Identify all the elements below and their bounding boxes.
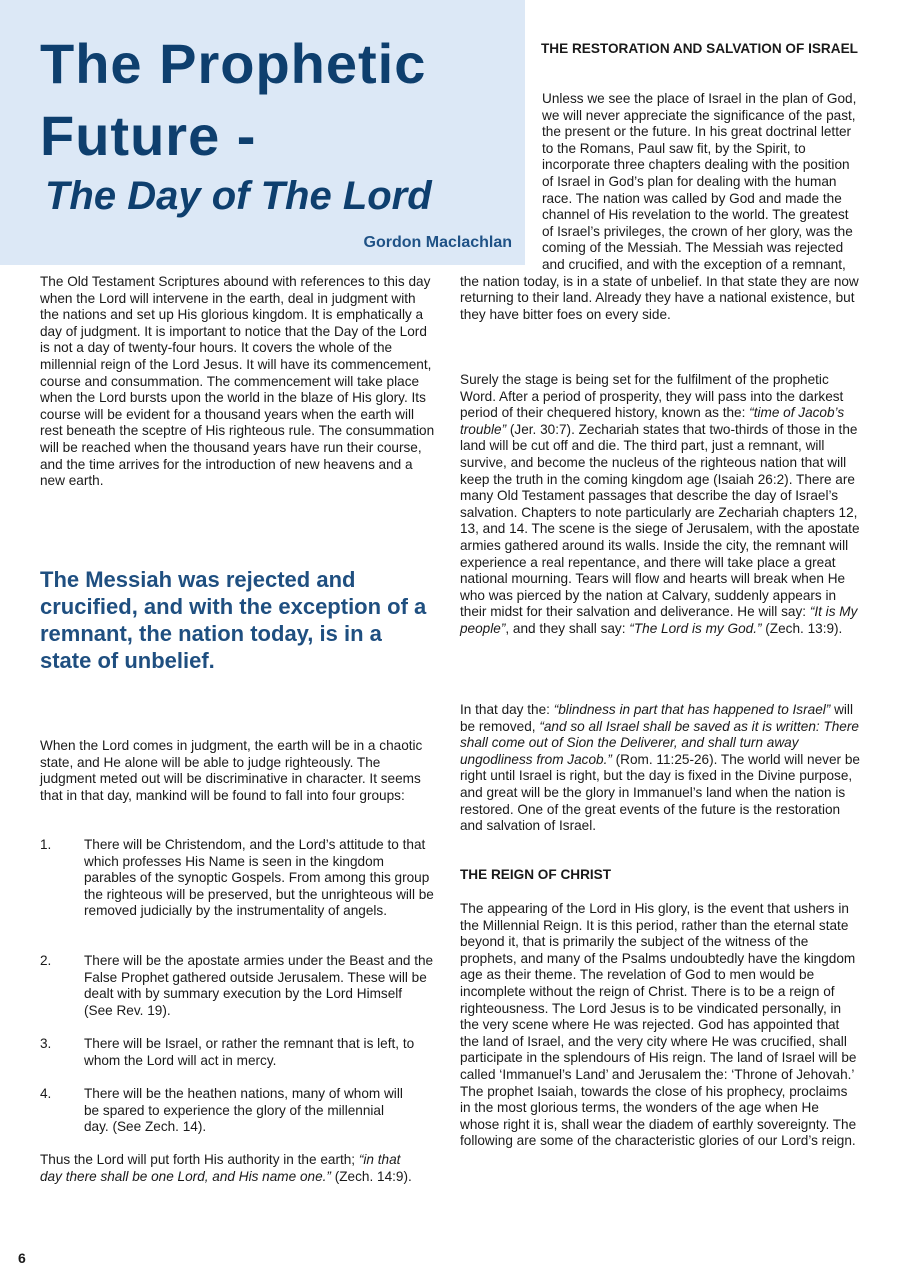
- restoration-paragraph-2: Surely the stage is being set for the fulfilment of the prophetic Word. After a period of prosperity, they will pass into the darkest period of their chequered history, known as the: “time of Jacob’s trouble” (Jer. 30:7). Zechariah states that two-thirds of those in the land will be cut off and die. The third part, just a remnant, will survive, and become the nucleus of the righteous nation that will keep the truth in the coming kingdom age (Isaiah 26:2). There are many Old Testament passages that describe the day of Israel’s salvation. Chapters to note particularly are Zechariah chapters 12, 13, and 14. The scene is the siege of Jerusalem, with the apostate armies gathered around its walls. Inside the city, the remnant will experience a real repentance, and there will take place a great national mourning. Tears will flow and hearts will break when He who was pierced by the nation at Calvary, suddenly appears in their midst for their salvation and deliverance. He will say: “It is My people”, and they shall say: “The Lord is my God.” (Zech. 13:9).: [460, 372, 860, 636]
- reign-paragraph: The appearing of the Lord in His glory, is the event that ushers in the Millennial Reign. It is this period, rather than the eternal state beyond it, that is primarily the subject of the witness of the prophets, and many of the Psalms undoubtedly have the kingdom age as their theme. The revelation of God to men would be incomplete without the reign of Christ. There is to be a reign of righteousness. The Lord Jesus is to be vindicated personally, in the very scene where He was rejected. God has appointed that the land of Israel, and the very city where He was crucified, shall participate in the splendours of His reign. The land of Israel will be called ‘Immanuel’s Land’ and Jerusalem the: ‘Throne of Jehovah.’ The prophet Isaiah, towards the close of his prophecy, proclaims in the most glorious terms, the wonders of the age when He whose right it is, shall wear the diadem of earthly sovereignty. The following are some of the characteristic glories of our Lord’s reign.: [460, 901, 857, 1149]
- group-text: There will be the apostate armies under the Beast and the False Prophet gathered outside Jerusalem. These will be dealt with by summary execution by the Lord Himself (See Rev. 19).: [84, 953, 434, 1018]
- group-number: 3.: [40, 1036, 52, 1051]
- title-line-2: Future -: [40, 104, 257, 167]
- subtitle: The Day of The Lord: [45, 174, 432, 218]
- author-name: Gordon Maclachlan: [363, 234, 512, 251]
- page-number: 6: [18, 1250, 26, 1266]
- pull-quote: The Messiah was rejected and crucified, and with the exception of a remnant, the nation today, is in a state of unbelief.: [40, 567, 427, 673]
- group-number: 4.: [40, 1086, 52, 1101]
- restoration-paragraph-1: Unless we see the place of Israel in the plan of God, we will never appreciate the significance of the past, the present or the future. In his great doctrinal letter to the Romans, Paul saw fit, by the Spirit, to incorporate three chapters dealing with the position of Israel in God’s plan for dealing with the human race. The nation was called by God and made the channel of His revelation to the world. The greatest of Israel’s privileges, the crown of her glory, was the coming of the Messiah. The Messiah was rejected and crucified, and with the exception of a remnant, the nation today, is in a state of unbelief. In that state they are now returning to their land. Already they have a national existence, but they have bitter foes on every side.: [460, 91, 859, 322]
- closing-paragraph: Thus the Lord will put forth His authority in the earth; “in that day there shall be one Lord, and His name one.” (Zech. 14:9).: [40, 1152, 412, 1184]
- section-heading-reign: THE REIGN OF CHRIST: [460, 867, 612, 882]
- group-text: There will be Christendom, and the Lord’s attitude to that which professes His Name is seen in the kingdom parables of the synoptic Gospels. From among this group the righteous will be preserved, but the unrighteous will be removed judicially by the instrumentality of angels.: [84, 837, 434, 919]
- group-text: There will be Israel, or rather the remnant that is left, to whom the Lord will act in mercy.: [84, 1036, 415, 1068]
- title-line-1: The Prophetic: [40, 32, 427, 95]
- intro-paragraph: The Old Testament Scriptures abound with references to this day when the Lord will intervene in the earth, deal in judgment with the nations and set up His glorious kingdom. It is emphatically a day of judgment. It is important to notice that the Day of the Lord is not a day of twenty-four hours. It covers the whole of the millennial reign of the Lord Jesus. It will have its commencement, course and consummation. The commencement will take place when the Lord bursts upon the world in the blaze of His glory. Its course will be evident for a thousand years when the earth will rest beneath the sceptre of His righteous rule. The consummation will be reached when the thousand years have run their course, and the time arrives for the introduction of new heavens and a new earth.: [40, 274, 435, 489]
- group-number: 2.: [40, 953, 52, 968]
- group-text: There will be the heathen nations, many of whom will be spared to experience the glory of the millennial day. (See Zech. 14).: [84, 1086, 403, 1135]
- section-heading-restoration: THE RESTORATION AND SALVATION OF ISRAEL: [541, 41, 858, 56]
- group-number: 1.: [40, 837, 52, 852]
- judgment-paragraph: When the Lord comes in judgment, the earth will be in a chaotic state, and He alone will be able to judge righteously. The judgment meted out will be discriminative in character. It seems that in that day, mankind will be found to fall into four groups:: [40, 738, 423, 803]
- restoration-paragraph-3: In that day the: “blindness in part that has happened to Israel” will be removed, “and so all Israel shall be saved as it is written: There shall come out of Sion the Deliverer, and shall turn away ungodliness from Jacob.” (Rom. 11:25-26). The world will never be right until Israel is right, but the day is fixed in the Divine purpose, and great will be the glory in Immanuel’s land when the nation is restored. One of the great events of the future is the restoration and salvation of Israel.: [460, 702, 860, 834]
